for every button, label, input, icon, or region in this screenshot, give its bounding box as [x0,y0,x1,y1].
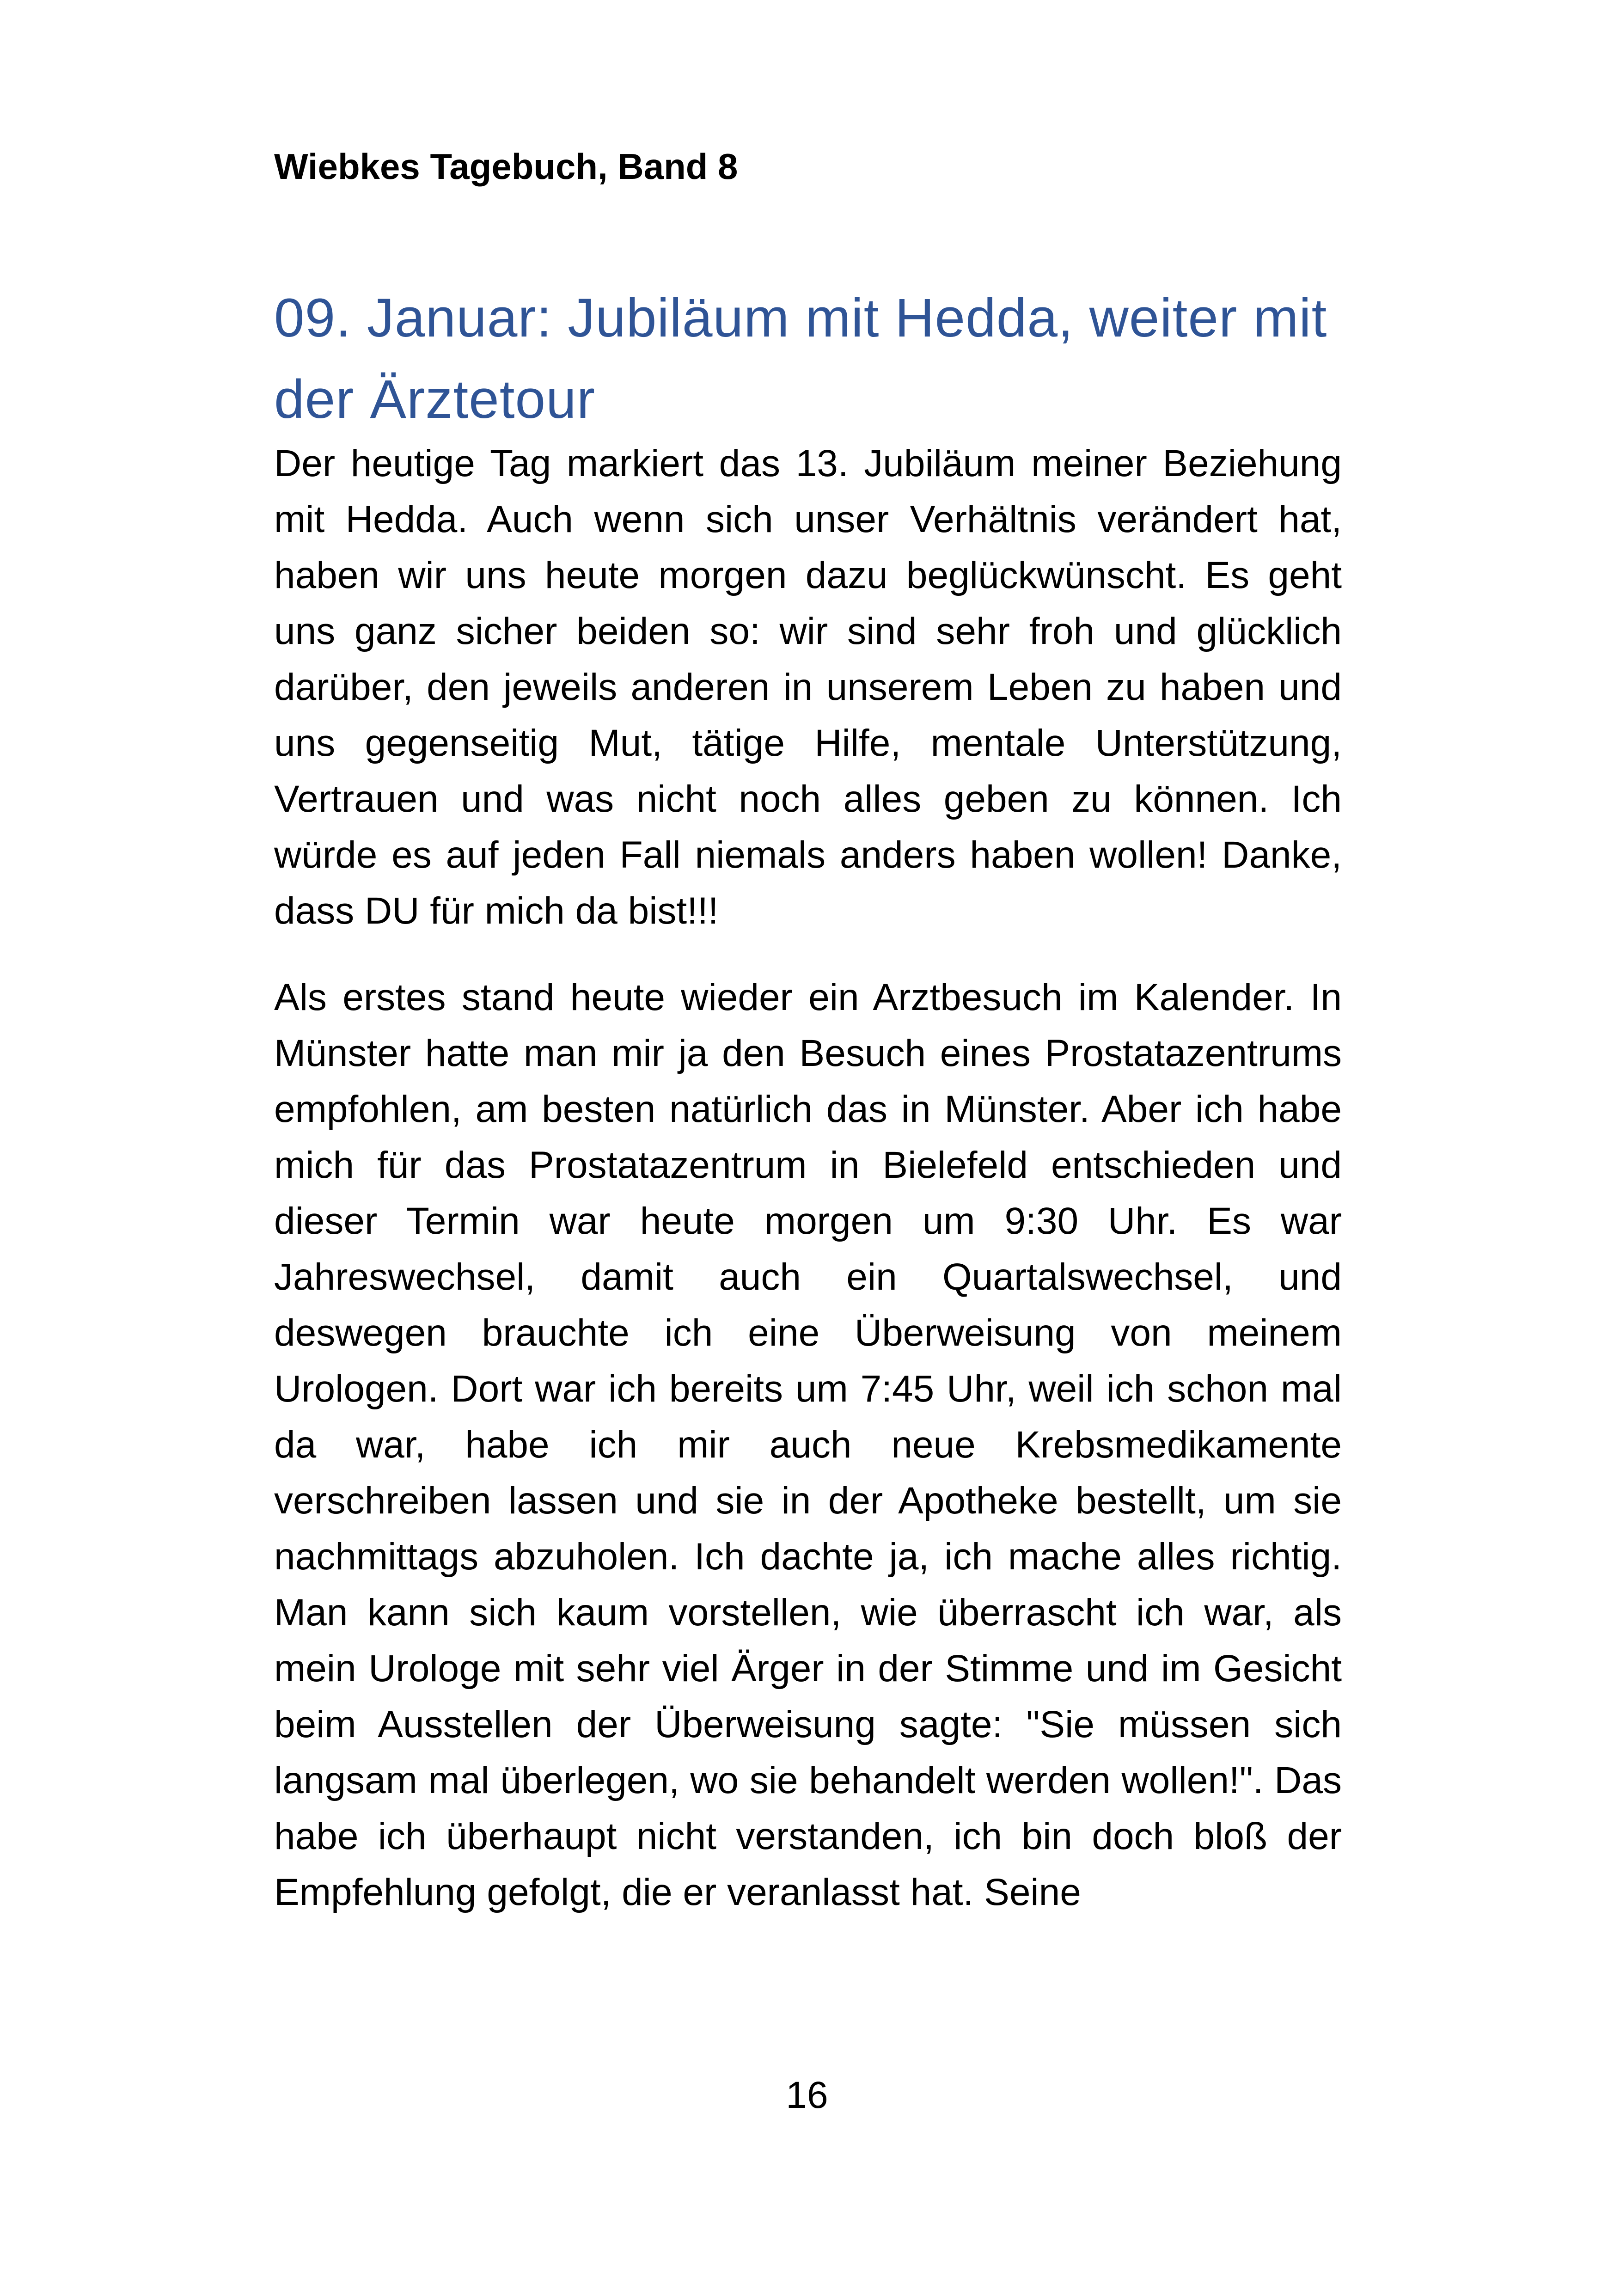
section-title: 09. Januar: Jubiläum mit Hedda, weiter mit der Ärztetour [274,288,1327,430]
body-paragraph: Der heutige Tag markiert das 13. Jubiläum meiner Beziehung mit Hedda. Auch wenn sich unser Verhältnis verändert hat, haben wir uns heute morgen dazu beglückwünscht. Es geht uns ganz sicher beiden so: wir sind sehr froh und glücklich darüber, den jeweils anderen in unserem Leben zu haben und uns gegenseitig Mut, tätige Hilfe, mentale Unterstützung, Vertrauen und was nicht noch alles geben zu können. Ich würde es auf jeden Fall niemals anders haben wollen! Danke, dass DU für mich da bist!!! [274,442,1342,932]
page-number: 16 [786,2074,828,2116]
running-header: Wiebkes Tagebuch, Band 8 [274,146,738,187]
body-paragraph: Als erstes stand heute wieder ein Arztbesuch im Kalender. In Münster hatte man mir ja den Besuch eines Prostatazentrums empfohlen, am besten natürlich das in Münster. Aber ich habe mich für das Prostatazentrum in Bielefeld entschieden und dieser Termin war heute morgen um 9:30 Uhr. Es war Jahreswechsel, damit auch ein Quartalswechsel, und deswegen brauchte ich eine Überweisung von meinem Urologen. Dort war ich bereits um 7:45 Uhr, weil ich schon mal da war, habe ich mir auch neue Krebsmedikamente verschreiben lassen und sie in der Apotheke bestellt, um sie nachmittags abzuholen. Ich dachte ja, ich mache alles richtig. Man kann sich kaum vorstellen, wie überrascht ich war, als mein Urologe mit sehr viel Ärger in der Stimme und im Gesicht beim Ausstellen der Überweisung sagte: "Sie müssen sich langsam mal überlegen, wo sie behandelt werden wollen!". Das habe ich überhaupt nicht verstanden, ich bin doch bloß der Empfehlung gefolgt, die er veranlasst hat. Seine [274,976,1342,1913]
